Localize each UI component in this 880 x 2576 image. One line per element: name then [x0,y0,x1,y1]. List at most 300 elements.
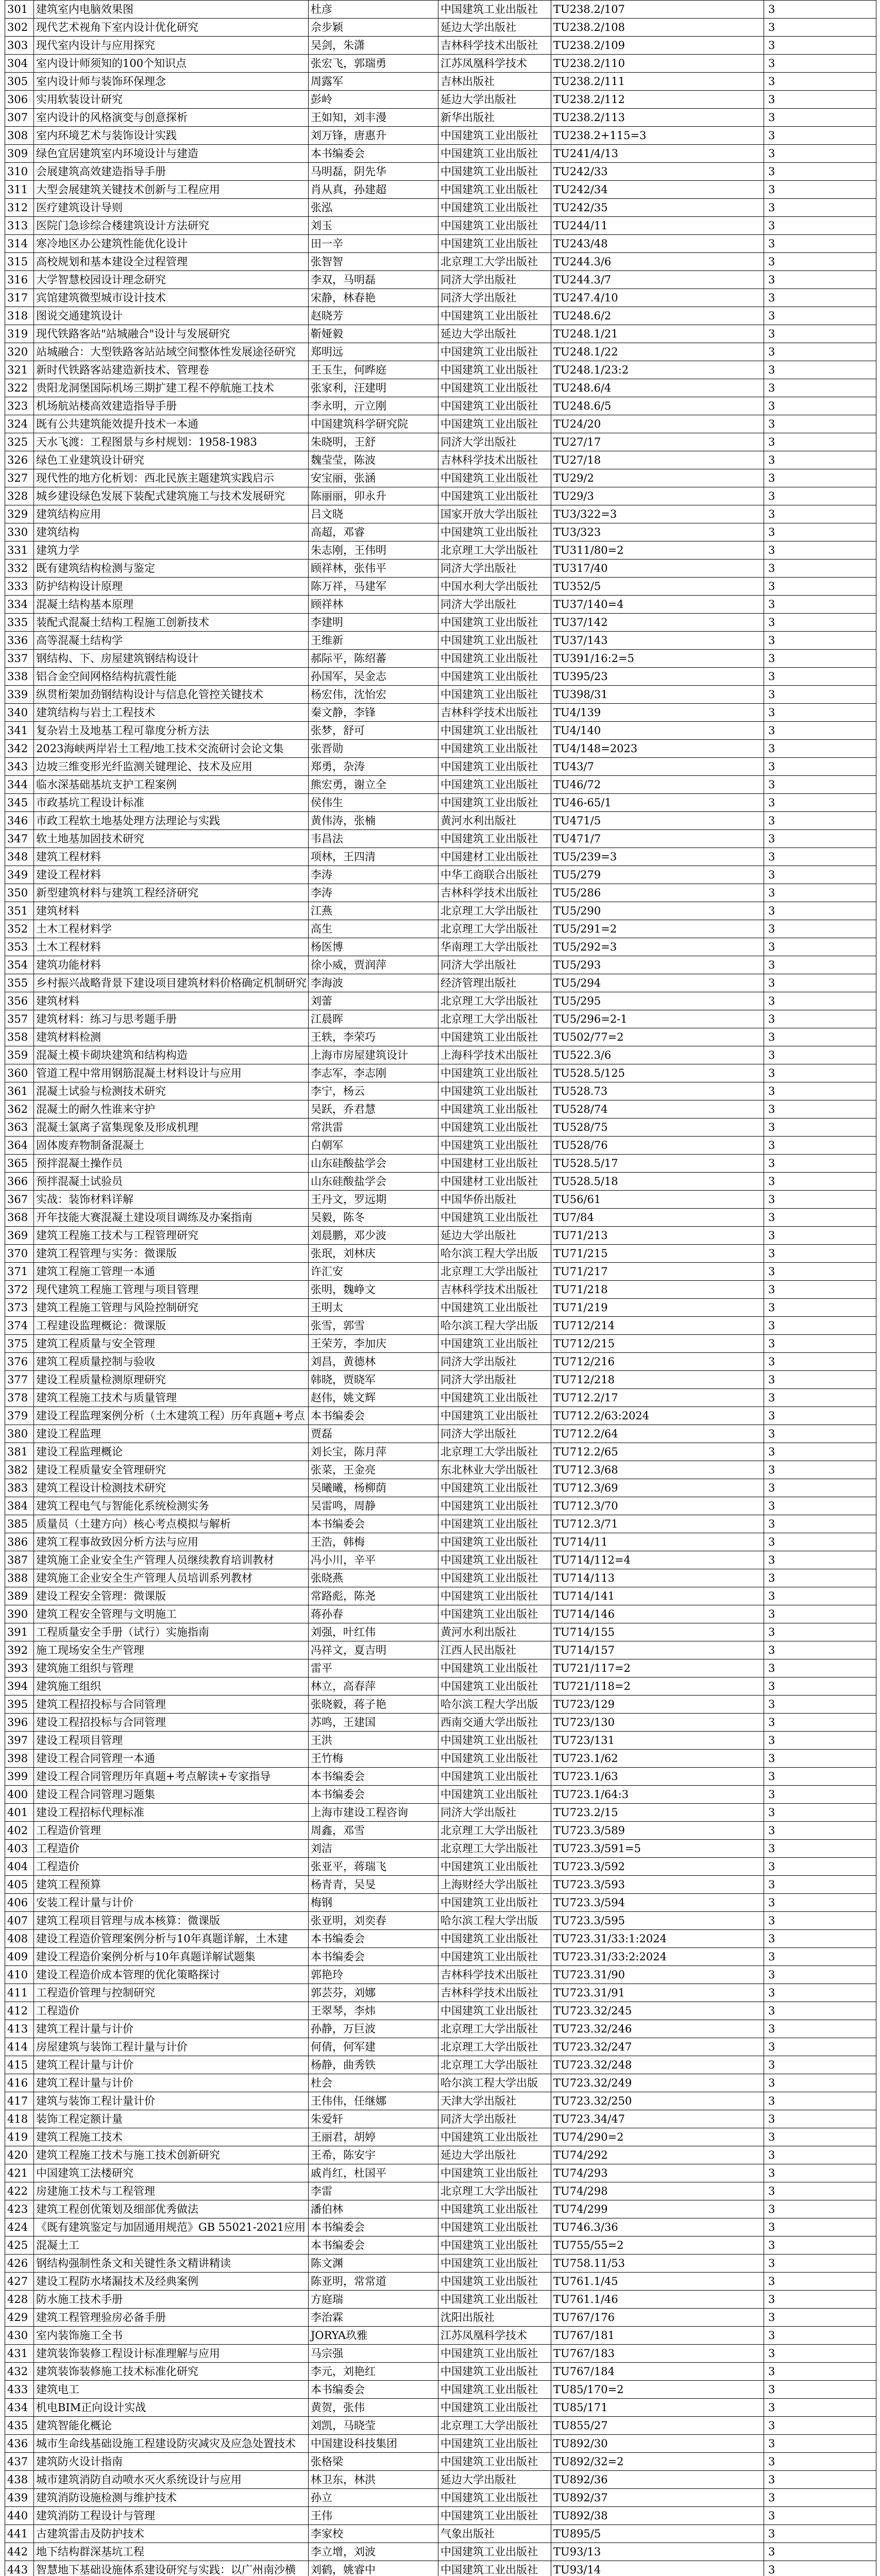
table-row [5,1930,876,1948]
book-title-cell: 地下结构群深基坑工程 [34,2543,309,2561]
book-title-cell: 建设工程质量安全管理研究 [34,1461,309,1479]
book-title-cell: 建筑工程施工管理与风险控制研究 [34,1299,309,1317]
author-cell: 王洪 [309,1732,438,1750]
table-row [5,902,876,920]
book-title-cell: 工程质量安全手册（试行）实施指南 [34,1623,309,1641]
table-row [5,523,876,541]
publisher-cell: 中国建筑工业出版社 [438,235,551,253]
table-row [5,1804,876,1822]
book-title-cell: 建设工程造价案例分析与10年真题详解试题集 [34,1948,309,1966]
call-number-cell: TU46/72 [551,776,764,794]
book-title-cell: 建筑力学 [34,541,309,560]
book-title-cell: 建筑工程创优策划及细部优秀做法 [34,2200,309,2218]
row-number-cell: 354 [5,956,34,974]
row-number-cell: 357 [5,1010,34,1028]
row-number-cell: 439 [5,2489,34,2507]
book-title-cell: 建筑工程施工技术与质量管理 [34,1389,309,1407]
table-row [5,1425,876,1443]
table-row [5,1714,876,1732]
book-title-cell: 纵贯桁架加劲钢结构设计与信息化管控关键技术 [34,686,309,704]
table-row [5,1497,876,1515]
book-title-cell: 建筑工程招投标与合同管理 [34,1696,309,1714]
row-number-cell: 327 [5,469,34,487]
copies-cell: 3 [764,2200,876,2218]
row-number-cell: 366 [5,1173,34,1191]
author-cell: 李元，刘艳红 [309,2363,438,2381]
table-row [5,1966,876,1984]
copies-cell: 3 [764,1894,876,1912]
row-number-cell: 305 [5,73,34,91]
author-cell: 张珉，刘林庆 [309,1245,438,1263]
row-number-cell: 341 [5,722,34,740]
author-cell: 郑明远 [309,343,438,361]
copies-cell: 3 [764,433,876,451]
publisher-cell: 中国建筑工业出版社 [438,1082,551,1100]
book-title-cell: 建筑材料 [34,992,309,1010]
book-title-cell: 复杂岩土及地基工程可靠度分析方法 [34,722,309,740]
table-row [5,451,876,469]
table-row [5,2435,876,2453]
copies-cell: 3 [764,2110,876,2128]
author-cell: 朱志刚，王伟明 [309,541,438,560]
author-cell: 林立，高春萍 [309,1677,438,1696]
table-row [5,1100,876,1118]
table-row [5,91,876,109]
call-number-cell: TU721/117=2 [551,1659,764,1677]
book-title-cell: 大型会展建筑关键技术创新与工程应用 [34,181,309,199]
copies-cell: 3 [764,2182,876,2200]
copies-cell: 3 [764,109,876,127]
publisher-cell: 吉林科学技术出版社 [438,1984,551,2002]
publisher-cell: 中国建筑工业出版社 [438,632,551,650]
call-number-cell: TU714/146 [551,1605,764,1623]
table-row [5,2525,876,2543]
publisher-cell: 上海科学技术出版社 [438,1046,551,1064]
publisher-cell: 华南理工大学出版社 [438,938,551,956]
copies-cell: 3 [764,560,876,578]
call-number-cell: TU723.1/62 [551,1750,764,1768]
publisher-cell: 中国建筑工业出版社 [438,397,551,415]
table-row [5,2074,876,2092]
copies-cell: 3 [764,1082,876,1100]
call-number-cell: TU74/290=2 [551,2128,764,2146]
author-cell: 陈文渊 [309,2255,438,2273]
row-number-cell: 311 [5,181,34,199]
publisher-cell: 同济大学出版社 [438,1353,551,1371]
row-number-cell: 318 [5,307,34,325]
table-row [5,956,876,974]
publisher-cell: 中国建筑工业出版社 [438,361,551,379]
table-row [5,1840,876,1858]
table-row [5,1696,876,1714]
table-row [5,920,876,938]
author-cell: 王明太 [309,1299,438,1317]
table-row [5,2002,876,2020]
table-row [5,109,876,127]
publisher-cell: 中国建筑工业出版社 [438,2453,551,2471]
call-number-cell: TU56/61 [551,1191,764,1209]
table-row [5,668,876,686]
book-title-cell: 建筑装饰装修工程设计标准理解与应用 [34,2345,309,2363]
book-title-cell: 混凝土结构基本原理 [34,596,309,614]
table-row [5,2236,876,2255]
table-row [5,1912,876,1930]
table-row [5,2363,876,2381]
row-number-cell: 433 [5,2381,34,2399]
row-number-cell: 350 [5,884,34,902]
row-number-cell: 312 [5,199,34,217]
table-row [5,992,876,1010]
copies-cell: 3 [764,776,876,794]
call-number-cell: TU242/35 [551,199,764,217]
author-cell: 侯伟生 [309,794,438,812]
call-number-cell: TU85/171 [551,2399,764,2417]
call-number-cell: TU238.2/110 [551,55,764,73]
row-number-cell: 315 [5,253,34,271]
copies-cell: 3 [764,1497,876,1515]
row-number-cell: 421 [5,2164,34,2182]
publisher-cell: 中国建筑工业出版社 [438,1786,551,1804]
author-cell: 李双，马明磊 [309,271,438,289]
row-number-cell: 385 [5,1515,34,1533]
author-cell: 李志军，李志刚 [309,1064,438,1082]
row-number-cell: 314 [5,235,34,253]
publisher-cell: 中国建筑工业出版社 [438,199,551,217]
publisher-cell: 中国建筑工业出版社 [438,830,551,848]
table-row [5,2092,876,2110]
table-row [5,1281,876,1299]
table-row [5,1948,876,1966]
book-title-cell: 新时代铁路客站建造新技术、管理卷 [34,361,309,379]
table-row [5,415,876,433]
publisher-cell: 中国建筑工业出版社 [438,2164,551,2182]
author-cell: 周鑫，邓雪 [309,1822,438,1840]
book-title-cell: 建筑施工组织 [34,1677,309,1696]
book-title-cell: 实用软装设计研究 [34,91,309,109]
call-number-cell: TU528.5/18 [551,1173,764,1191]
publisher-cell: 中国建筑工业出版社 [438,686,551,704]
author-cell: 本书编委会 [309,1786,438,1804]
copies-cell: 3 [764,1750,876,1768]
table-row [5,686,876,704]
publisher-cell: 哈尔滨工程大学出版 [438,2074,551,2092]
publisher-cell: 中国建筑工业出版社 [438,2561,551,2576]
book-title-cell: 建筑电工 [34,2381,309,2399]
publisher-cell: 江苏凤凰科学技术 [438,2327,551,2345]
copies-cell: 3 [764,145,876,163]
row-number-cell: 395 [5,1696,34,1714]
author-cell: 张晓毅，蒋子艳 [309,1696,438,1714]
row-number-cell: 375 [5,1335,34,1353]
copies-cell: 3 [764,379,876,397]
book-title-cell: 既有公共建筑能效提升技术一本通 [34,415,309,433]
book-title-cell: 开年技能大赛混凝土建设项目调练及办案指南 [34,1209,309,1227]
copies-cell: 3 [764,2435,876,2453]
author-cell: 李雷 [309,2182,438,2200]
author-cell: 何倩，何军建 [309,2038,438,2056]
publisher-cell: 中国建筑工业出版社 [438,523,551,541]
row-number-cell: 370 [5,1245,34,1263]
publisher-cell: 北京理工大学出版社 [438,2020,551,2038]
call-number-cell: TU5/239=3 [551,848,764,866]
row-number-cell: 404 [5,1858,34,1876]
author-cell: 冯祥文，夏吉明 [309,1641,438,1659]
table-row [5,1984,876,2002]
call-number-cell: TU37/142 [551,614,764,632]
book-title-cell: 防护结构设计原理 [34,578,309,596]
call-number-cell: TU712.2/63:2024 [551,1407,764,1425]
publisher-cell: 中国建筑工业出版社 [438,1894,551,1912]
author-cell: 韩晓，贾晓军 [309,1371,438,1389]
call-number-cell: TU528/76 [551,1137,764,1155]
publisher-cell: 国家开放大学出版社 [438,505,551,523]
book-title-cell: 混凝土的耐久性谁来守护 [34,1100,309,1118]
copies-cell: 3 [764,2489,876,2507]
call-number-cell: TU723.31/90 [551,1966,764,1984]
publisher-cell: 中国建筑工业出版社 [438,1299,551,1317]
row-number-cell: 417 [5,2092,34,2110]
call-number-cell: TU723.32/247 [551,2038,764,2056]
table-row [5,289,876,307]
call-number-cell: TU712/218 [551,1371,764,1389]
row-number-cell: 420 [5,2146,34,2164]
row-number-cell: 344 [5,776,34,794]
table-row [5,19,876,37]
table-row [5,1605,876,1623]
publisher-cell: 中国建筑工业出版社 [438,1677,551,1696]
publisher-cell: 吉林科学技术出版社 [438,884,551,902]
copies-cell: 3 [764,1659,876,1677]
book-title-cell: 建设工程监理案例分析（土木建筑工程）历年真题+考点 [34,1407,309,1425]
row-number-cell: 303 [5,37,34,55]
copies-cell: 3 [764,1515,876,1533]
table-row [5,2056,876,2074]
copies-cell: 3 [764,920,876,938]
author-cell: 张亚明，刘奕春 [309,1912,438,1930]
copies-cell: 3 [764,1732,876,1750]
book-title-cell: 机电BIM正向设计实战 [34,2399,309,2417]
table-row [5,199,876,217]
copies-cell: 3 [764,2345,876,2363]
table-row [5,1389,876,1407]
row-number-cell: 379 [5,1407,34,1425]
copies-cell: 3 [764,902,876,920]
author-cell: 安宝丽，张涵 [309,469,438,487]
copies-cell: 3 [764,1389,876,1407]
table-row [5,1227,876,1245]
row-number-cell: 374 [5,1317,34,1335]
table-row [5,1010,876,1028]
book-title-cell: 预拌混凝土操作员 [34,1155,309,1173]
row-number-cell: 345 [5,794,34,812]
copies-cell: 3 [764,397,876,415]
row-number-cell: 346 [5,812,34,830]
copies-cell: 3 [764,1912,876,1930]
call-number-cell: TU712.2/17 [551,1389,764,1407]
copies-cell: 3 [764,2471,876,2489]
table-row [5,2489,876,2507]
call-number-cell: TU5/295 [551,992,764,1010]
author-cell: 杨宏伟，沈怡宏 [309,686,438,704]
author-cell: 郭芸芬，刘娜 [309,1984,438,2002]
author-cell: 常洪雷 [309,1118,438,1137]
author-cell: 高生 [309,920,438,938]
call-number-cell: TU528.5/125 [551,1064,764,1082]
row-number-cell: 373 [5,1299,34,1317]
copies-cell: 3 [764,1714,876,1732]
publisher-cell: 延边大学出版社 [438,91,551,109]
book-title-cell: 建筑施工企业安全生产管理人员继续教育培训教材 [34,1551,309,1569]
copies-cell: 3 [764,2507,876,2525]
copies-cell: 3 [764,91,876,109]
row-number-cell: 333 [5,578,34,596]
author-cell: 方庭瑞 [309,2291,438,2309]
publisher-cell: 中国建筑工业出版社 [438,1732,551,1750]
publisher-cell: 中国建筑工业出版社 [438,415,551,433]
author-cell: 刘凯，马晓莹 [309,2417,438,2435]
copies-cell: 3 [764,2255,876,2273]
copies-cell: 3 [764,415,876,433]
book-title-cell: 城乡建设绿色发展下装配式建筑施工与技术发展研究 [34,487,309,505]
book-title-cell: 建筑工程预算 [34,1876,309,1894]
copies-cell: 3 [764,2525,876,2543]
author-cell: 周露军 [309,73,438,91]
book-title-cell: 工程造价管理 [34,1822,309,1840]
row-number-cell: 438 [5,2471,34,2489]
copies-cell: 3 [764,1407,876,1425]
copies-cell: 3 [764,2363,876,2381]
publisher-cell: 中国建筑工业出版社 [438,1768,551,1786]
call-number-cell: TU892/32=2 [551,2453,764,2471]
table-row [5,1335,876,1353]
table-row [5,505,876,523]
call-number-cell: TU248.1/21 [551,325,764,343]
table-row [5,1191,876,1209]
row-number-cell: 427 [5,2273,34,2291]
author-cell: 本书编委会 [309,1948,438,1966]
call-number-cell: TU37/140=4 [551,596,764,614]
author-cell: 刘强，叶红伟 [309,1623,438,1641]
table-row [5,2110,876,2128]
copies-cell: 3 [764,1,876,19]
publisher-cell: 吉林科学技术出版社 [438,1966,551,1984]
row-number-cell: 399 [5,1768,34,1786]
publisher-cell: 同济大学出版社 [438,271,551,289]
author-cell: 徐小威，贾润萍 [309,956,438,974]
row-number-cell: 321 [5,361,34,379]
table-row [5,704,876,722]
book-title-cell: 建设工程合同管理历年真题+考点解读+专家指导 [34,1768,309,1786]
row-number-cell: 331 [5,541,34,560]
call-number-cell: TU248.6/4 [551,379,764,397]
book-title-cell: 站城融合：大型铁路客站站域空间整体性发展途径研究 [34,343,309,361]
book-title-cell: 建筑装饰装修施工技术标准化研究 [34,2363,309,2381]
call-number-cell: TU5/293 [551,956,764,974]
copies-cell: 3 [764,1948,876,1966]
row-number-cell: 403 [5,1840,34,1858]
row-number-cell: 400 [5,1786,34,1804]
publisher-cell: 中国建材工业出版社 [438,1173,551,1191]
copies-cell: 3 [764,2002,876,2020]
book-title-cell: 房屋建筑与装饰工程计量与计价 [34,2038,309,2056]
copies-cell: 3 [764,740,876,758]
call-number-cell: TU522.3/6 [551,1046,764,1064]
copies-cell: 3 [764,451,876,469]
copies-cell: 3 [764,2056,876,2074]
publisher-cell: 沈阳出版社 [438,2309,551,2327]
book-title-cell: 建筑工程项目管理与成本核算：微课版 [34,1912,309,1930]
book-title-cell: 施工现场安全生产管理 [34,1641,309,1659]
copies-cell: 3 [764,469,876,487]
publisher-cell: 中国建筑工业出版社 [438,2273,551,2291]
author-cell: 刘蕾 [309,992,438,1010]
author-cell: 本书编委会 [309,1930,438,1948]
call-number-cell: TU317/40 [551,560,764,578]
book-title-cell: 建筑与装饰工程计量计价 [34,2092,309,2110]
author-cell: 江晨晖 [309,1010,438,1028]
author-cell: 朱晓明，王舒 [309,433,438,451]
call-number-cell: TU892/36 [551,2471,764,2489]
table-row [5,1046,876,1064]
book-title-cell: 医院门急诊综合楼建筑设计方法研究 [34,217,309,235]
book-title-cell: 市政工程软土地基处理方法理论与实践 [34,812,309,830]
table-row [5,1659,876,1677]
book-title-cell: 建筑材料 [34,902,309,920]
author-cell: 郭艳玲 [309,1966,438,1984]
book-title-cell: 智慧地下基础设施体系建设研究与实践：以广州南沙横 [34,2561,309,2576]
call-number-cell: TU3/322=3 [551,505,764,523]
row-number-cell: 317 [5,289,34,307]
call-number-cell: TU746.3/36 [551,2218,764,2236]
publisher-cell: 中国建筑工业出版社 [438,1858,551,1876]
book-title-cell: 建筑工程计量与计价 [34,2056,309,2074]
publisher-cell: 中国建筑工业出版社 [438,1479,551,1497]
call-number-cell: TU767/181 [551,2327,764,2345]
row-number-cell: 347 [5,830,34,848]
call-number-cell: TU502/77=2 [551,1028,764,1046]
publisher-cell: 延边大学出版社 [438,1227,551,1245]
book-title-cell: 建设工程造价管理案例分析与10年真题详解，土木建 [34,1930,309,1948]
book-title-cell: 建设工程防水堵漏技术及经典案例 [34,2273,309,2291]
row-number-cell: 302 [5,19,34,37]
call-number-cell: TU723.32/249 [551,2074,764,2092]
author-cell: 潘伯林 [309,2200,438,2218]
table-row [5,2128,876,2146]
publisher-cell: 同济大学出版社 [438,1425,551,1443]
book-title-cell: 装配式混凝土结构工程施工创新技术 [34,614,309,632]
call-number-cell: TU238.2/108 [551,19,764,37]
copies-cell: 3 [764,1209,876,1227]
call-number-cell: TU767/176 [551,2309,764,2327]
table-row [5,2417,876,2435]
author-cell: 吴跃，乔君慧 [309,1100,438,1118]
row-number-cell: 356 [5,992,34,1010]
author-cell: 王玉生，何晔庭 [309,361,438,379]
publisher-cell: 中国华侨出版社 [438,1191,551,1209]
book-title-cell: 宾馆建筑微型城市设计技术 [34,289,309,307]
row-number-cell: 328 [5,487,34,505]
copies-cell: 3 [764,992,876,1010]
book-title-cell: 建筑消防设施检测与维护技术 [34,2489,309,2507]
publisher-cell: 黄河水利出版社 [438,1623,551,1641]
copies-cell: 3 [764,2291,876,2309]
row-number-cell: 376 [5,1353,34,1371]
publisher-cell: 哈尔滨工程大学出版 [438,1696,551,1714]
author-cell: 吴剑，朱潇 [309,37,438,55]
publisher-cell: 同济大学出版社 [438,956,551,974]
book-title-cell: 建设工程质量检测原理研究 [34,1371,309,1389]
book-title-cell: 现代铁路客站"站城融合"设计与发展研究 [34,325,309,343]
